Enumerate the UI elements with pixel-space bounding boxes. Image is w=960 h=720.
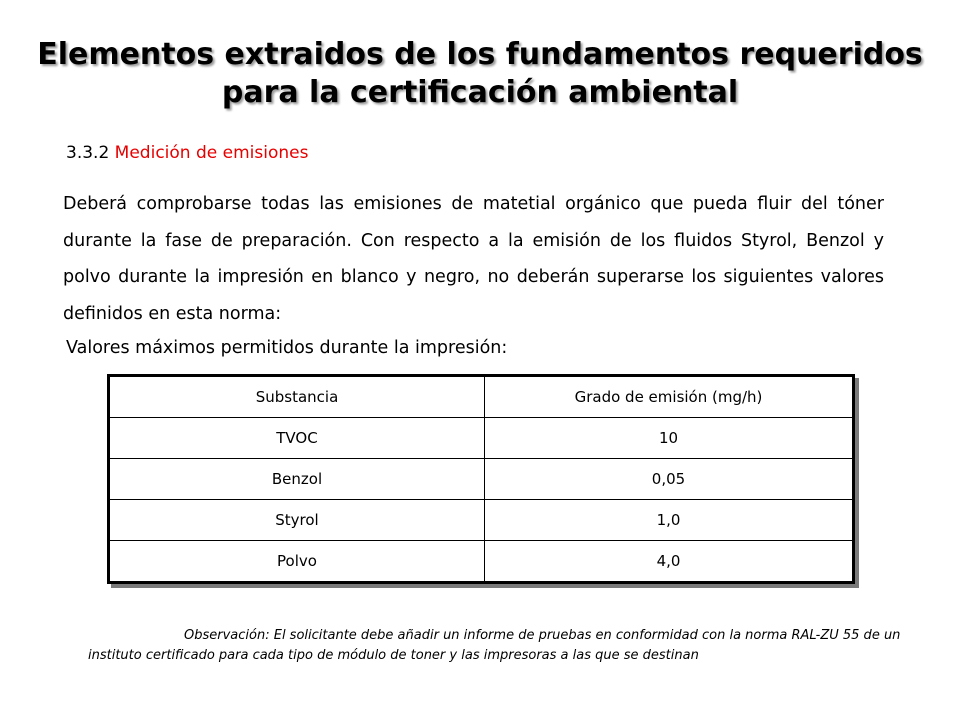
header-emission-rate: Grado de emisión (mg/h) bbox=[485, 376, 854, 418]
table-caption: Valores máximos permitidos durante la impresión: bbox=[66, 338, 508, 358]
section-name: Medición de emisiones bbox=[114, 143, 309, 163]
table-row bbox=[109, 418, 854, 459]
body-paragraph: Deberá comprobarse todas las emisiones de matetial orgánico que pueda fluir del tóner durante la fase de preparación. Con respecto a la emisión de los fluidos Styrol, Benzol y polvo durante la impresión en blanco y negro, no deberán superarse los siguientes valores definidos en esta norma: bbox=[63, 194, 884, 324]
table-row bbox=[109, 500, 854, 541]
table-row bbox=[109, 541, 854, 583]
footnote bbox=[88, 626, 918, 666]
emission-cell: 10 bbox=[485, 418, 854, 459]
title-line-2: para la certificación ambiental bbox=[221, 75, 739, 110]
section-heading bbox=[66, 142, 308, 164]
header-substance: Substancia bbox=[109, 376, 485, 418]
substance-cell: TVOC bbox=[109, 418, 485, 459]
footnote-text: Observación: El solicitante debe añadir un informe de pruebas en conformidad con la norma RAL-ZU 55 de un instituto certificado para cada tipo de módulo de toner y las impresoras a las que se destinan bbox=[88, 628, 901, 663]
substance-cell: Styrol bbox=[109, 500, 485, 541]
emissions-table bbox=[107, 374, 855, 584]
table-header-row bbox=[109, 376, 854, 418]
emission-cell: 1,0 bbox=[485, 500, 854, 541]
page-title bbox=[0, 36, 960, 112]
section-number: 3.3.2 bbox=[66, 143, 110, 163]
title-line-1: Elementos extraidos de los fundamentos requeridos bbox=[37, 37, 923, 72]
substance-cell: Benzol bbox=[109, 459, 485, 500]
substance-cell: Polvo bbox=[109, 541, 485, 583]
emission-cell: 4,0 bbox=[485, 541, 854, 583]
emission-cell: 0,05 bbox=[485, 459, 854, 500]
table-row bbox=[109, 459, 854, 500]
